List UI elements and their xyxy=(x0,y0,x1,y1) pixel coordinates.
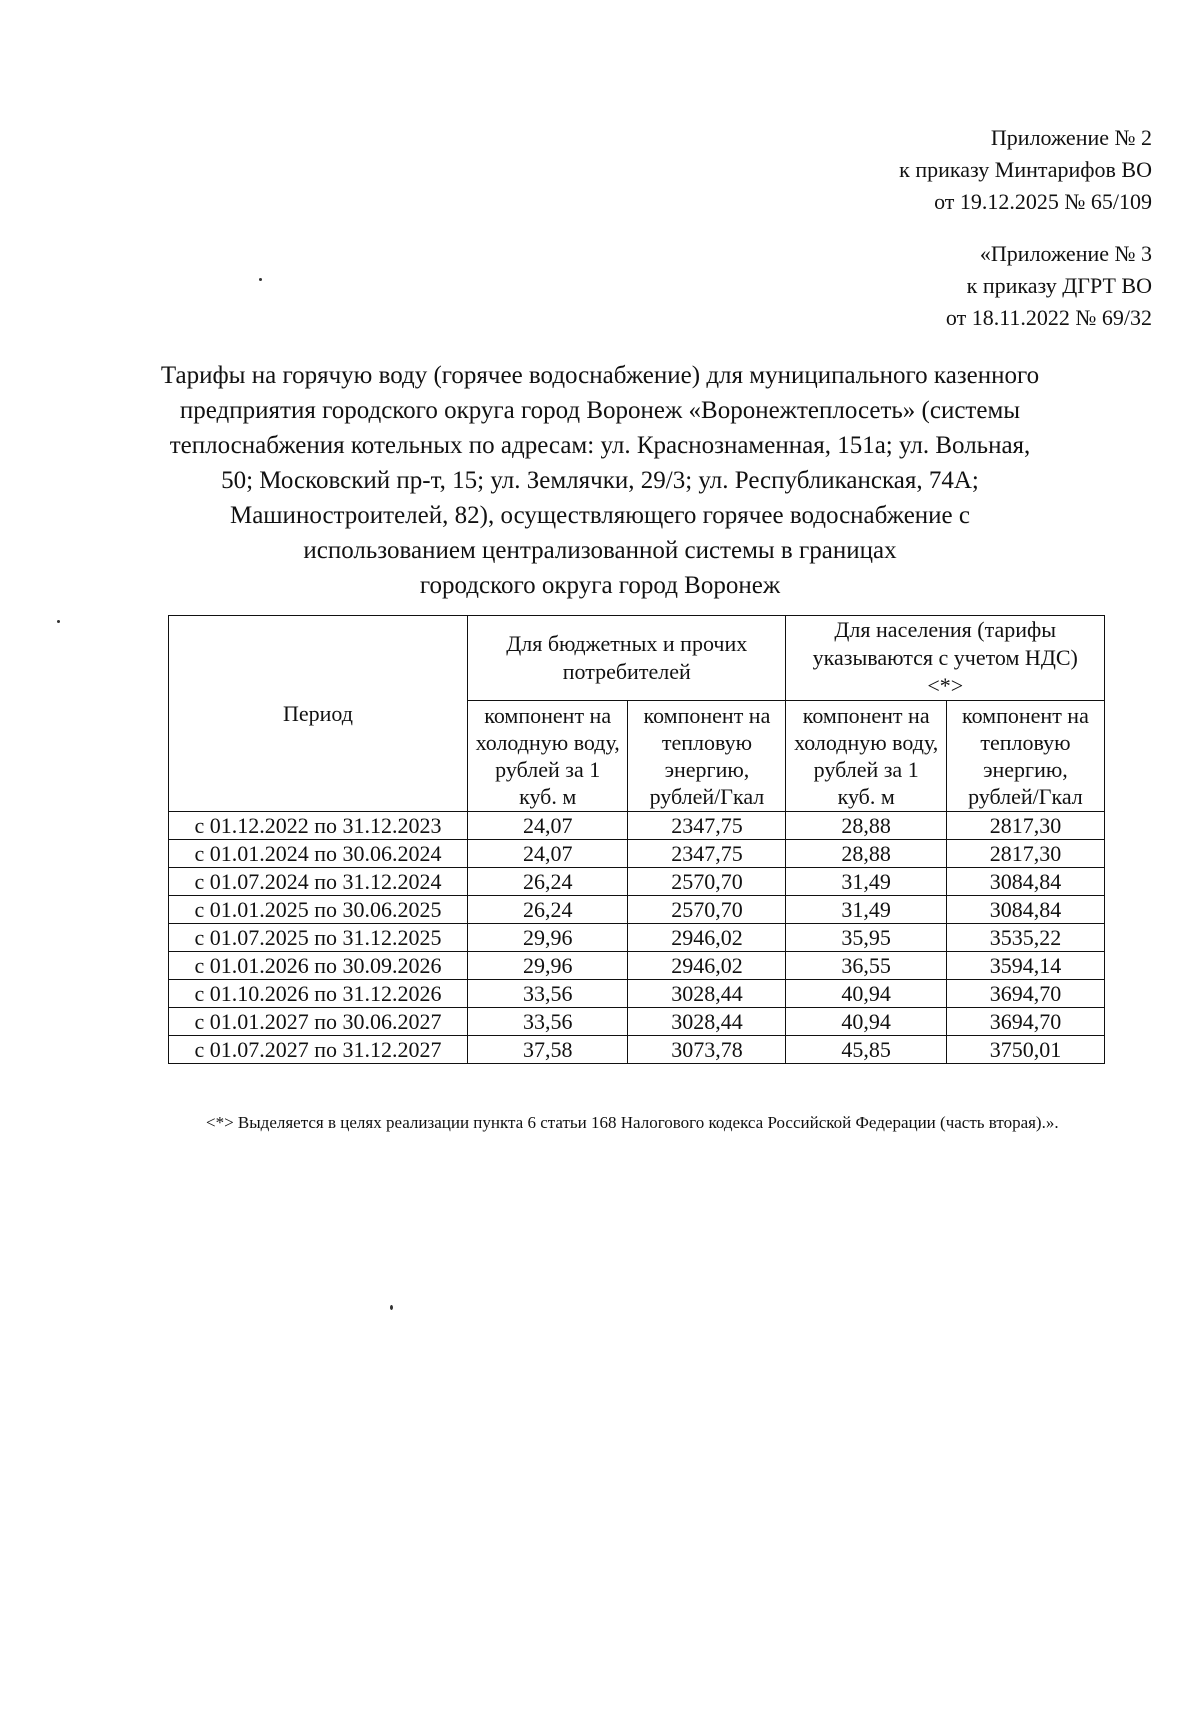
budget-cold-cell: 26,24 xyxy=(468,896,628,924)
title-line: использованием централизованной системы в границах xyxy=(303,537,897,564)
population-heat-cell: 3594,14 xyxy=(946,952,1104,980)
population-heat-header: компонент на тепловую энергию, рублей/Гкал xyxy=(946,701,1104,812)
table-header-row xyxy=(169,616,1105,701)
budget-cold-cell: 29,96 xyxy=(468,952,628,980)
population-heat-cell: 3535,22 xyxy=(946,924,1104,952)
annex-current-block xyxy=(899,122,1152,218)
title-line: предприятия городского округа город Воронеж «Воронежтеплосеть» (системы xyxy=(179,397,1021,424)
period-cell: с 01.01.2027 по 30.06.2027 xyxy=(169,1008,468,1036)
table-row xyxy=(169,868,1105,896)
annex-amended-block xyxy=(946,238,1152,334)
period-cell: с 01.07.2027 по 31.12.2027 xyxy=(169,1036,468,1064)
title-line: городского округа город Воронеж xyxy=(419,572,781,599)
document-title xyxy=(120,358,1080,603)
population-cold-cell: 28,88 xyxy=(786,812,946,840)
budget-cold-cell: 33,56 xyxy=(468,980,628,1008)
population-heat-cell: 3750,01 xyxy=(946,1036,1104,1064)
scan-speck xyxy=(390,1305,393,1310)
budget-cold-cell: 29,96 xyxy=(468,924,628,952)
table-row xyxy=(169,952,1105,980)
table-row xyxy=(169,1036,1105,1064)
population-cold-cell: 35,95 xyxy=(786,924,946,952)
period-cell: с 01.07.2024 по 31.12.2024 xyxy=(169,868,468,896)
population-cold-cell: 28,88 xyxy=(786,840,946,868)
budget-heat-cell: 2946,02 xyxy=(628,924,786,952)
budget-heat-cell: 2347,75 xyxy=(628,812,786,840)
period-cell: с 01.12.2022 по 31.12.2023 xyxy=(169,812,468,840)
population-cold-cell: 40,94 xyxy=(786,980,946,1008)
table-row xyxy=(169,980,1105,1008)
annex-line: к приказу Минтарифов ВО xyxy=(899,157,1152,182)
budget-heat-header: компонент на тепловую энергию, рублей/Гкал xyxy=(628,701,786,812)
budget-heat-cell: 3073,78 xyxy=(628,1036,786,1064)
title-line: Тарифы на горячую воду (горячее водоснабжение) для муниципального казенного xyxy=(160,362,1040,389)
period-cell: с 01.01.2026 по 30.09.2026 xyxy=(169,952,468,980)
tariff-table xyxy=(168,615,1105,1064)
annex-line: от 19.12.2025 № 65/109 xyxy=(934,189,1152,214)
budget-heat-cell: 2347,75 xyxy=(628,840,786,868)
population-group-header: Для населения (тарифы указываются с учетом НДС) <*> xyxy=(786,616,1105,701)
budget-cold-cell: 24,07 xyxy=(468,840,628,868)
population-cold-cell: 31,49 xyxy=(786,896,946,924)
budget-heat-cell: 3028,44 xyxy=(628,980,786,1008)
period-header: Период xyxy=(169,616,468,812)
budget-heat-cell: 2570,70 xyxy=(628,896,786,924)
period-cell: с 01.10.2026 по 31.12.2026 xyxy=(169,980,468,1008)
period-cell: с 01.07.2025 по 31.12.2025 xyxy=(169,924,468,952)
title-line: теплоснабжения котельных по адресам: ул. Краснознаменная, 151а; ул. Вольная, xyxy=(169,432,1031,459)
table-row xyxy=(169,924,1105,952)
annex-line: к приказу ДГРТ ВО xyxy=(966,273,1152,298)
period-cell: с 01.01.2025 по 30.06.2025 xyxy=(169,896,468,924)
budget-cold-cell: 37,58 xyxy=(468,1036,628,1064)
population-cold-cell: 36,55 xyxy=(786,952,946,980)
population-cold-cell: 40,94 xyxy=(786,1008,946,1036)
title-line: 50; Московский пр-т, 15; ул. Землячки, 29/3; ул. Республиканская, 74А; xyxy=(221,467,979,494)
title-line: Машиностроителей, 82), осуществляющего горячее водоснабжение с xyxy=(229,502,970,529)
population-heat-cell: 2817,30 xyxy=(946,840,1104,868)
budget-cold-cell: 26,24 xyxy=(468,868,628,896)
budget-group-header: Для бюджетных и прочих потребителей xyxy=(468,616,786,701)
budget-heat-cell: 2946,02 xyxy=(628,952,786,980)
budget-cold-header: компонент на холодную воду, рублей за 1 куб. м xyxy=(468,701,628,812)
population-heat-cell: 3084,84 xyxy=(946,896,1104,924)
scan-speck xyxy=(57,620,60,623)
budget-cold-cell: 33,56 xyxy=(468,1008,628,1036)
scan-speck xyxy=(259,278,262,281)
annex-line: от 18.11.2022 № 69/32 xyxy=(945,305,1152,330)
budget-cold-cell: 24,07 xyxy=(468,812,628,840)
period-cell: с 01.01.2024 по 30.06.2024 xyxy=(169,840,468,868)
budget-heat-cell: 3028,44 xyxy=(628,1008,786,1036)
population-heat-cell: 2817,30 xyxy=(946,812,1104,840)
table-row xyxy=(169,840,1105,868)
population-heat-cell: 3694,70 xyxy=(946,1008,1104,1036)
population-cold-cell: 31,49 xyxy=(786,868,946,896)
annex-line: «Приложение № 3 xyxy=(979,241,1152,266)
table-row xyxy=(169,1008,1105,1036)
budget-heat-cell: 2570,70 xyxy=(628,868,786,896)
annex-line: Приложение № 2 xyxy=(990,125,1152,150)
footnote: <*> Выделяется в целях реализации пункта 6 статьи 168 Налогового кодекса Российской Федерации (часть вторая).». xyxy=(206,1113,1059,1132)
population-heat-cell: 3694,70 xyxy=(946,980,1104,1008)
population-heat-cell: 3084,84 xyxy=(946,868,1104,896)
table-row xyxy=(169,812,1105,840)
population-cold-header: компонент на холодную воду, рублей за 1 куб. м xyxy=(786,701,946,812)
table-row xyxy=(169,896,1105,924)
population-cold-cell: 45,85 xyxy=(786,1036,946,1064)
